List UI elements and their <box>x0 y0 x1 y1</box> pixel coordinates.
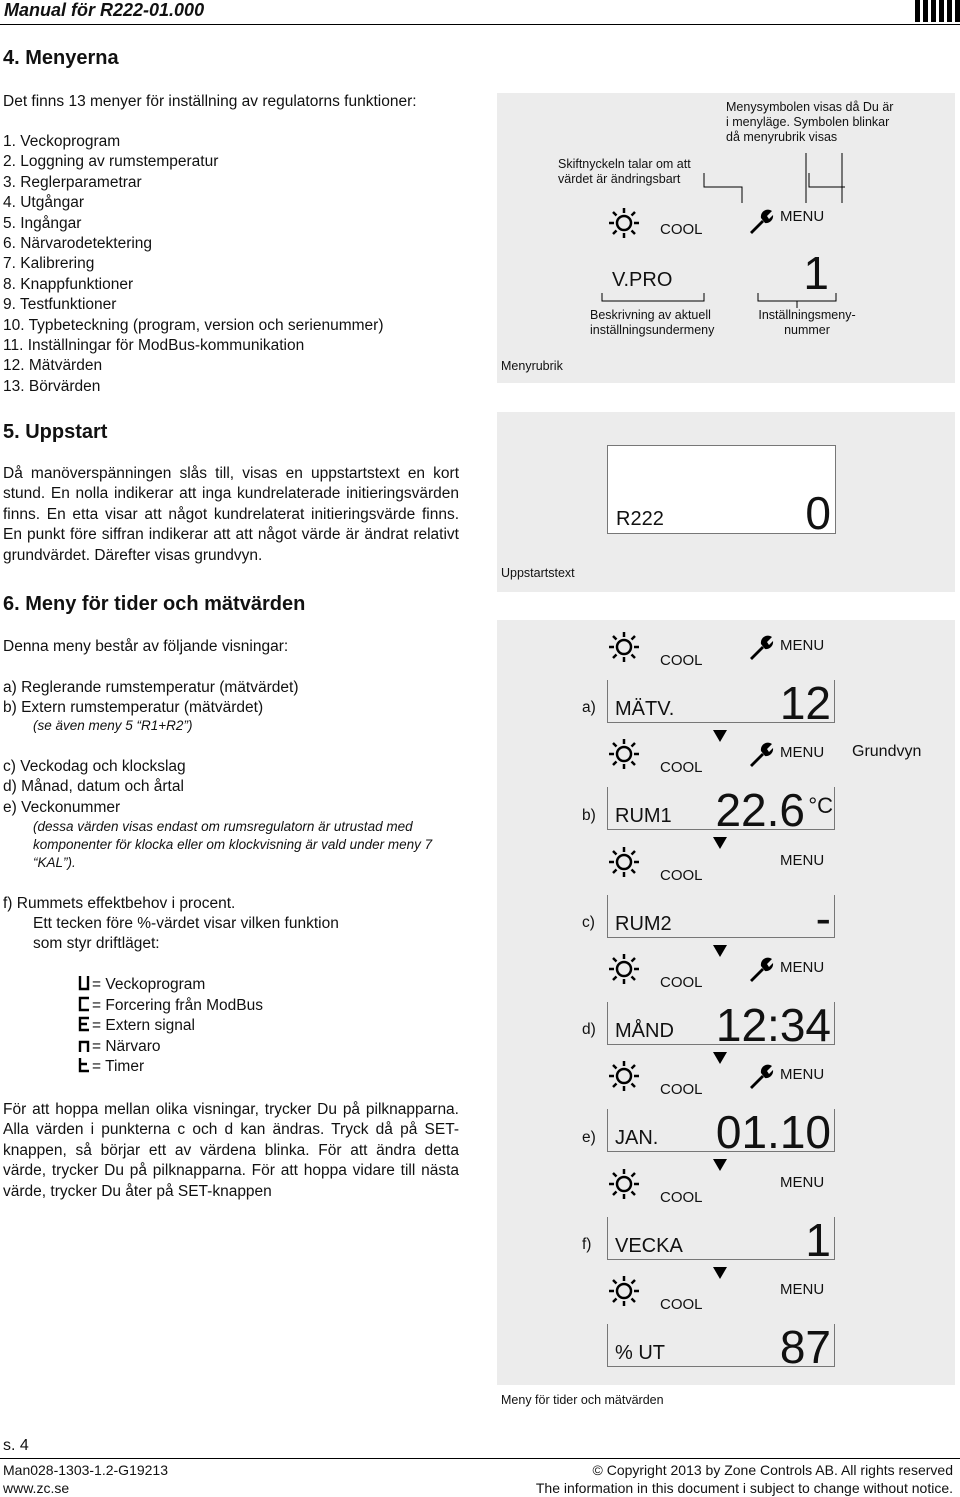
section-6-howto: För att hoppa mellan olika visningar, trycker Du på pilknapparna. Alla värden i punkterna c och d kan ändras. Tryck då på SET-knappen, så börjar ett av värdena blinka. För att ändra detta värde, trycker Du på pilknapparna. För att hoppa vidare till nästa värde, trycker Du åter på SET-knappen <box>3 1101 459 1200</box>
item-f: f) Rummets effektbehov i procent. <box>3 895 236 912</box>
n-symbol-icon <box>78 1037 90 1053</box>
document-number: Man028-1303-1.2-G19213 <box>3 1462 169 1478</box>
cool-indicator: COOL <box>660 652 703 669</box>
u-symbol-icon <box>78 975 90 991</box>
startup-label: R222 <box>616 508 664 530</box>
cool-indicator: COOL <box>660 759 703 776</box>
symbol-text: = Forcering från ModBus <box>92 997 264 1014</box>
lcd-frame <box>607 895 835 938</box>
menu-indicator: MENU <box>780 1174 825 1191</box>
section-6-intro: Denna meny består av följande visningar: <box>3 638 289 655</box>
screen-value: 22.6 <box>715 784 805 836</box>
list-item: 1. Veckoprogram <box>3 133 121 150</box>
lcd-screen <box>607 628 835 728</box>
list-item: 6. Närvarodetektering <box>3 235 153 253</box>
menu-indicator: MENU <box>780 852 825 869</box>
screen-label: RUM1 <box>615 805 672 827</box>
symbol-text: = Veckoprogram <box>92 976 206 993</box>
screen-label: VECKA <box>615 1235 683 1257</box>
screen-label: MÄTV. <box>615 698 675 720</box>
unit-label: °C <box>808 793 833 818</box>
screen-letter: a) <box>582 699 596 716</box>
screen-value: 12 <box>779 677 831 729</box>
menu-indicator: MENU <box>780 1066 825 1083</box>
screen-value: 87 <box>779 1321 831 1373</box>
page-number: s. 4 <box>3 1437 29 1454</box>
lcd-screen <box>607 950 835 1050</box>
startup-caption: Uppstartstext <box>501 566 575 580</box>
symbol-text: = Timer <box>92 1058 145 1075</box>
screen-value: 1 <box>805 1214 831 1266</box>
screen-letter: e) <box>582 1129 596 1146</box>
lcd-frame <box>607 787 835 830</box>
section-4-intro: Det finns 13 menyer för inställning av regulatorns funktioner: <box>3 93 417 110</box>
symbol-row <box>78 1016 195 1036</box>
item-e-note: (dessa värden visas endast om rumsregulatorn är utrustad med komponenter för klocka eller om klockvisning är vald under meny 7 “KAL”). <box>33 819 433 870</box>
cool-indicator: COOL <box>660 1189 703 1206</box>
measurements-caption: Meny för tider och mätvärden <box>501 1393 664 1407</box>
t-symbol-icon <box>78 1057 90 1073</box>
menu-indicator: MENU <box>780 744 825 761</box>
sun-icon <box>607 1274 641 1313</box>
note-menu-number: Inställningsmeny-nummer <box>758 308 856 337</box>
lcd-screen <box>607 1165 835 1265</box>
section-6-title: 6. Meny för tider och mätvärden <box>3 593 306 615</box>
list-item: 2. Loggning av rumstemperatur <box>3 153 219 171</box>
menu-indicator: MENU <box>780 208 825 225</box>
wrench-icon <box>747 208 775 236</box>
submenu-label: V.PRO <box>612 269 673 291</box>
header-rule <box>0 24 960 25</box>
lcd-frame <box>607 1002 835 1045</box>
section-5-text: Då manöverspänningen slås till, visas en uppstartstext en kort stund. En nolla indikerar att inga kundrelaterade initieringsvärden finns. En etta visar att något kundrelaterat initieringsvärde finns. En punkt före siffran indikerar att att något värde är ändrat relativt grundvärdet. Därefter visas grundvyn. <box>3 465 459 564</box>
lcd-frame <box>607 1217 835 1260</box>
menu-indicator: MENU <box>780 637 825 654</box>
submenu-number: 1 <box>803 247 829 299</box>
lcd-screen <box>607 1057 835 1157</box>
list-item: 13. Börvärden <box>3 377 101 395</box>
screen-value: - <box>815 892 831 944</box>
list-item: 12. Mätvärden <box>3 357 103 375</box>
note-key: Skiftnyckeln talar om att värdet är ändringsbart <box>558 157 691 186</box>
symbol-row <box>78 996 263 1016</box>
list-item: 11. Inställningar för ModBus-kommunikation <box>3 337 305 355</box>
menu-indicator: MENU <box>780 959 825 976</box>
lcd-frame <box>607 1109 835 1152</box>
screen-label: RUM2 <box>615 913 672 935</box>
sun-icon <box>607 630 641 669</box>
cool-indicator: COOL <box>660 1081 703 1098</box>
lcd-screen <box>607 1272 835 1372</box>
cool-indicator: COOL <box>660 1296 703 1313</box>
item-f-line2: Ett tecken före %-värdet visar vilken funktion <box>33 915 339 932</box>
copyright: © Copyright 2013 by Zone Controls AB. All rights reserved <box>592 1462 953 1478</box>
screen-value: 01.10 <box>715 1106 831 1158</box>
screen-letter: d) <box>582 1021 596 1038</box>
symbol-row <box>78 1057 144 1077</box>
menu-indicator: MENU <box>780 1281 825 1298</box>
menu-example-display <box>607 200 837 300</box>
symbol-row <box>78 975 205 995</box>
lcd-screen <box>607 735 835 835</box>
section-5-title: 5. Uppstart <box>3 421 108 443</box>
symbol-text: = Extern signal <box>92 1017 195 1034</box>
symbol-row <box>78 1037 161 1057</box>
list-item: 3. Reglerparametrar <box>3 173 142 191</box>
sun-icon <box>607 206 641 240</box>
screen-letter: f) <box>582 1236 592 1253</box>
list-item: 4. Utgångar <box>3 194 84 212</box>
symbol-text: = Närvaro <box>92 1038 161 1055</box>
list-item: 10. Typbeteckning (program, version och serienummer) <box>3 316 384 334</box>
cool-indicator: COOL <box>660 867 703 884</box>
startup-display <box>607 445 836 539</box>
wrench-icon <box>747 1063 775 1096</box>
list-item: 9. Testfunktioner <box>3 296 117 314</box>
section-4-title: 4. Menyerna <box>3 47 119 69</box>
footer-rule <box>0 1458 960 1459</box>
lcd-screen <box>607 843 835 943</box>
item-e: e) Veckonummer <box>3 799 121 816</box>
startup-value: 0 <box>805 487 831 539</box>
item-b-note: (se även meny 5 “R1+R2”) <box>33 718 193 733</box>
sun-icon <box>607 952 641 991</box>
header-decoration <box>915 0 960 22</box>
list-item: 8. Knappfunktioner <box>3 275 134 293</box>
sun-icon <box>607 1167 641 1206</box>
note-menu-symbol: Menysymbolen visas då Du är i menyläge. Symbolen blinkar då menyrubrik visas <box>726 100 894 144</box>
cool-indicator: COOL <box>660 974 703 991</box>
menu-list <box>3 132 483 397</box>
notice: The information in this document i subject to change without notice. <box>535 1480 953 1496</box>
screen-label: JAN. <box>615 1127 659 1149</box>
screen-label: % UT <box>615 1342 665 1364</box>
lcd-frame <box>607 680 835 723</box>
item-a: a) Reglerande rumstemperatur (mätvärdet) <box>3 679 299 696</box>
menu-diagram-caption: Menyrubrik <box>501 359 563 373</box>
item-f-line3: som styr driftläget: <box>33 935 160 952</box>
sun-icon <box>607 737 641 776</box>
sun-icon <box>607 845 641 884</box>
wrench-icon <box>747 956 775 989</box>
screen-value: 12:34 <box>715 999 831 1051</box>
screen-letter: c) <box>582 914 595 931</box>
sun-icon <box>607 1059 641 1098</box>
screen-letter: b) <box>582 807 596 824</box>
wrench-icon <box>747 634 775 667</box>
lcd-frame <box>607 1324 835 1367</box>
c-symbol-icon <box>78 996 90 1012</box>
list-item: 5. Ingångar <box>3 214 82 232</box>
screen-label: MÅND <box>615 1020 674 1042</box>
note-submenu: Beskrivning av aktuell inställningsundermeny <box>590 308 715 337</box>
e-symbol-icon <box>78 1016 90 1032</box>
item-d: d) Månad, datum och årtal <box>3 778 184 795</box>
grundvyn-label: Grundvyn <box>852 743 922 760</box>
website: www.zc.se <box>3 1480 70 1496</box>
list-item: 7. Kalibrering <box>3 255 95 273</box>
item-c: c) Veckodag och klockslag <box>3 758 186 775</box>
document-title: Manual för R222-01.000 <box>4 0 205 20</box>
wrench-icon <box>747 741 775 774</box>
cool-indicator: COOL <box>660 221 703 238</box>
item-b: b) Extern rumstemperatur (mätvärdet) <box>3 699 264 716</box>
